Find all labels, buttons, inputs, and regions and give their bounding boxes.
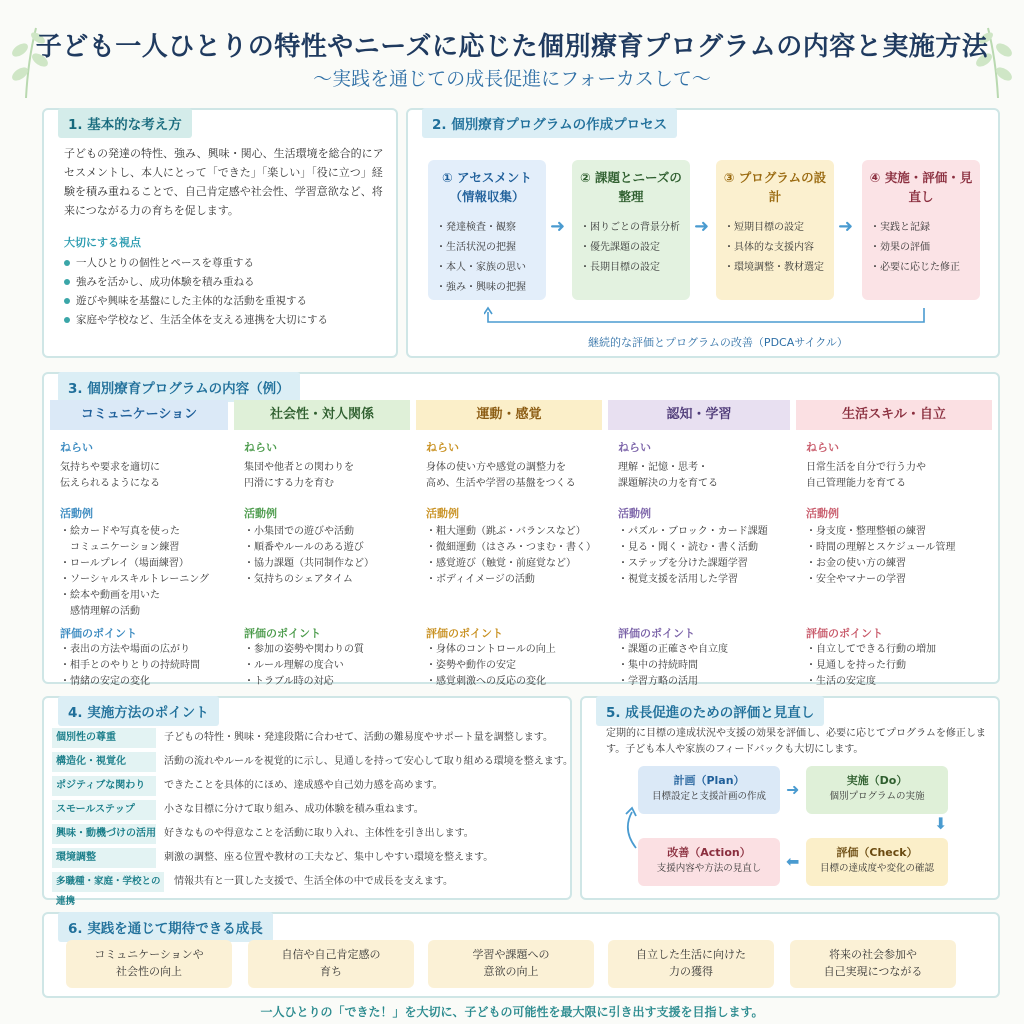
program-column xyxy=(234,400,410,687)
list-item: 課題解決の力を育てる xyxy=(618,478,718,489)
list-item: ・長期目標の設定 xyxy=(580,262,660,273)
cycle-desc: 支援内容や方法の見直し xyxy=(656,863,762,874)
cycle-title: 実施（Do） xyxy=(846,774,908,787)
table-row xyxy=(52,824,572,846)
page-subtitle: 〜実践を通じての成長促進にフォーカスして〜 xyxy=(313,68,711,90)
list-item: ・順番やルールのある遊び xyxy=(244,542,364,553)
list-item: ・課題の正確さや自立度 xyxy=(618,644,728,655)
point-key: 多職種・家庭・学校との連携 xyxy=(52,872,164,892)
list-item: 日常生活を自分で行う力や xyxy=(806,462,926,473)
program-subheading: ねらい xyxy=(426,441,459,454)
list-item: ・相手とのやりとりの持続時間 xyxy=(60,660,200,671)
program-subheading: 評価のポイント xyxy=(426,627,503,640)
list-item: ・集中の持続時間 xyxy=(618,660,698,671)
section-program-contents xyxy=(42,372,1000,687)
list-item: 気持ちや要求を適切に xyxy=(60,462,160,473)
list-item: ・情緒の安定の変化 xyxy=(60,676,150,687)
list-item: ・学習方略の活用 xyxy=(618,676,698,687)
program-title: 運動・感覚 xyxy=(416,400,602,430)
list-item: ・姿勢や動作の安定 xyxy=(426,660,516,671)
point-value: 活動の流れやルールを視覚的に示し、見通しを持って安心して取り組める環境を整えます。 xyxy=(164,756,573,767)
table-row xyxy=(52,752,572,774)
program-column xyxy=(796,400,992,687)
cycle-action-box xyxy=(638,838,780,886)
table-row xyxy=(52,800,572,822)
list-item: ・必要に応じた修正 xyxy=(870,262,960,273)
step-title: ④ 実施・評価・見直し xyxy=(869,170,973,204)
section-label: 6. 実践を通じて期待できる成長 xyxy=(58,912,273,942)
point-key: 興味・動機づけの活用 xyxy=(52,824,156,844)
list-item: ・身体のコントロールの向上 xyxy=(426,644,556,655)
list-item: ・ルール理解の度合い xyxy=(244,660,344,671)
program-subheading: ねらい xyxy=(244,441,277,454)
outcome-line: 自立した生活に向けた xyxy=(636,948,746,961)
list-item: ・自立してできる行動の増加 xyxy=(806,644,936,655)
list-item: ・微細運動（はさみ・つまむ・書く） xyxy=(426,542,596,553)
section-label: 2. 個別療育プログラムの作成プロセス xyxy=(422,108,677,138)
table-row xyxy=(52,776,572,798)
outcome-line: 力の獲得 xyxy=(669,965,713,978)
list-item: ・見通しを持った行動 xyxy=(806,660,906,671)
list-item: ・参加の姿勢や関わりの質 xyxy=(244,644,364,655)
program-column xyxy=(50,400,228,687)
list-item: ・パズル・ブロック・カード課題 xyxy=(618,526,768,537)
program-subheading: ねらい xyxy=(806,441,839,454)
list-item: 集団や他者との関わりを xyxy=(244,462,354,473)
program-title: コミュニケーション xyxy=(50,400,228,430)
list-item: ・視覚支援を活用した学習 xyxy=(618,574,738,585)
list-item: ・環境調整・教材選定 xyxy=(724,262,824,273)
list-item: ・感覚遊び（触覚・前庭覚など） xyxy=(426,558,576,569)
section-label: 5. 成長促進のための評価と見直し xyxy=(596,696,824,726)
process-step-2 xyxy=(572,160,690,300)
philosophy-text: 子どもの発達の特性、強み、興味・関心、生活環境を総合的にアセスメントし、本人にとって「できた」「楽しい」「役に立つ」経験を積み重ねることで、自己肯定感や社会性、学習意欲など、将来につながる力の育ちを促します。 xyxy=(64,147,384,217)
list-item: ・困りごとの背景分析 xyxy=(580,222,680,233)
list-item: ・ボディイメージの活動 xyxy=(426,574,535,585)
list-item: ・絵カードや写真を使った xyxy=(60,526,180,537)
point-value: 刺激の調整、座る位置や教材の工夫など、集中しやすい環境を整えます。 xyxy=(164,852,494,863)
growth-outcome xyxy=(790,940,956,988)
program-subheading: 評価のポイント xyxy=(60,627,137,640)
list-item: ・小集団での遊びや活動 xyxy=(244,526,354,537)
outcome-line: 学習や課題への xyxy=(472,948,550,961)
program-subheading: 評価のポイント xyxy=(806,627,883,640)
table-row xyxy=(52,872,572,907)
list-item: 高め、生活や学習の基盤をつくる xyxy=(426,478,576,489)
point-value: 好きなものや得意なことを活動に取り入れ、主体性を引き出します。 xyxy=(164,828,474,839)
cycle-desc: 目標設定と支援計画の作成 xyxy=(651,791,766,802)
point-key: ポジティブな関わり xyxy=(52,776,156,796)
cycle-title: 改善（Action） xyxy=(667,846,751,859)
outcome-line: 社会性の向上 xyxy=(116,965,182,978)
program-subheading: 評価のポイント xyxy=(618,627,695,640)
program-subheading: 活動例 xyxy=(426,507,459,520)
list-item: ・お金の使い方の練習 xyxy=(806,558,906,569)
list-item: 一人ひとりの個性とペースを尊重する xyxy=(64,254,384,273)
outcome-line: 将来の社会参加や xyxy=(829,948,917,961)
page-title: 子ども一人ひとりの特性やニーズに応じた個別療育プログラムの内容と実施方法 xyxy=(35,32,989,62)
cycle-desc: 個別プログラムの実施 xyxy=(829,791,925,802)
list-item: ・強み・興味の把握 xyxy=(436,282,526,293)
program-subheading: 活動例 xyxy=(806,507,839,520)
step-title: ① アセスメント（情報収集） xyxy=(442,170,532,204)
arrow-right-icon: ➜ xyxy=(694,216,710,237)
list-item: ・感覚刺激への反応の変化 xyxy=(426,676,546,687)
point-value: できたことを具体的にほめ、達成感や自己効力感を高めます。 xyxy=(164,780,443,791)
list-item: ・気持ちのシェアタイム xyxy=(244,574,353,585)
list-item: ・具体的な支援内容 xyxy=(724,242,814,253)
list-item: ・トラブル時の対応 xyxy=(244,676,334,687)
program-title: 認知・学習 xyxy=(608,400,790,430)
pdca-caption: 継続的な評価とプログラムの改善（PDCAサイクル） xyxy=(588,336,848,349)
program-subheading: 活動例 xyxy=(60,507,93,520)
section-implementation-points xyxy=(42,696,573,907)
list-item: 自己管理能力を育てる xyxy=(806,478,906,489)
cycle-title: 計画（Plan） xyxy=(673,774,745,787)
list-item: ・安全やマナーの学習 xyxy=(806,574,906,585)
list-item: ・身支度・整理整頓の練習 xyxy=(806,526,926,537)
list-item: ・絵本や動画を用いた xyxy=(60,590,160,601)
points-list xyxy=(64,254,384,330)
list-item: 理解・記憶・思考・ xyxy=(618,462,708,473)
list-item: ・時間の理解とスケジュール管理 xyxy=(806,542,956,553)
cycle-plan-box xyxy=(638,766,780,814)
outcome-line: 自信や自己肯定感の xyxy=(281,948,381,961)
footer-message: 一人ひとりの「できた！」を大切に、子どもの可能性を最大限に引き出す支援を目指します。 xyxy=(260,1005,764,1019)
point-key: 個別性の尊重 xyxy=(52,728,156,748)
program-column xyxy=(416,400,602,687)
section-expected-growth xyxy=(42,912,1000,998)
arrow-right-icon: ➜ xyxy=(786,780,800,799)
list-item: ・短期目標の設定 xyxy=(724,222,804,233)
arrow-down-icon: ⬇ xyxy=(934,814,948,833)
list-item: ・発達検査・観察 xyxy=(436,222,516,233)
table-row xyxy=(52,728,572,750)
cycle-title: 評価（Check） xyxy=(836,846,918,859)
program-column xyxy=(608,400,790,687)
program-title: 社会性・対人関係 xyxy=(234,400,410,430)
arrow-right-icon: ➜ xyxy=(838,216,854,237)
step-title: ② 課題とニーズの整理 xyxy=(580,170,682,204)
list-item: コミュニケーション練習 xyxy=(60,542,180,553)
list-item: ・ロールプレイ（場面練習） xyxy=(60,558,189,569)
list-item: ・本人・家族の思い xyxy=(436,262,526,273)
section-creation-process xyxy=(406,108,1000,358)
arrow-left-icon: ⬅ xyxy=(786,852,800,871)
program-subheading: 活動例 xyxy=(244,507,277,520)
point-value: 子どもの特性・興味・発達段階に合わせて、活動の難易度やサポート量を調整します。 xyxy=(164,732,553,743)
list-item: 身体の使い方や感覚の調整力を xyxy=(426,462,566,473)
section-label: 3. 個別療育プログラムの内容（例） xyxy=(58,372,300,402)
process-step-1 xyxy=(428,160,546,300)
points-heading: 大切にする視点 xyxy=(64,236,141,249)
growth-outcome xyxy=(248,940,414,988)
list-item: ・生活状況の把握 xyxy=(436,242,516,253)
arrow-up-curve-icon xyxy=(620,806,640,852)
list-item: ・粗大運動（跳ぶ・バランスなど） xyxy=(426,526,586,537)
list-item: ・見る・聞く・読む・書く活動 xyxy=(618,542,758,553)
program-subheading: ねらい xyxy=(60,441,93,454)
list-item: ・優先課題の設定 xyxy=(580,242,660,253)
process-step-4 xyxy=(862,160,980,300)
growth-outcome xyxy=(608,940,774,988)
point-value: 小さな目標に分けて取り組み、成功体験を積み重ねます。 xyxy=(164,804,424,815)
list-item: ・ソーシャルスキルトレーニング xyxy=(60,574,209,585)
section-label: 1. 基本的な考え方 xyxy=(58,108,192,138)
program-subheading: 評価のポイント xyxy=(244,627,321,640)
list-item: 円滑にする力を育む xyxy=(244,478,334,489)
point-key: スモールステップ xyxy=(52,800,156,820)
evaluation-text: 定期的に目標の達成状況や支援の効果を評価し、必要に応じてプログラムを修正します。子ども本人や家族のフィードバックも大切にします。 xyxy=(606,728,986,755)
list-item: ・生活の安定度 xyxy=(806,676,876,687)
program-subheading: 活動例 xyxy=(618,507,651,520)
step-title: ③ プログラムの設計 xyxy=(723,170,827,204)
point-key: 構造化・視覚化 xyxy=(52,752,156,772)
program-subheading: ねらい xyxy=(618,441,651,454)
list-item: 感情理解の活動 xyxy=(60,606,140,617)
section-evaluation-review xyxy=(580,696,1000,900)
table-row xyxy=(52,848,572,870)
growth-outcome xyxy=(428,940,594,988)
point-value: 情報共有と一貫した支援で、生活全体の中で成長を支えます。 xyxy=(174,876,453,887)
section-label: 4. 実施方法のポイント xyxy=(58,696,219,726)
outcome-line: 自己実現につながる xyxy=(823,965,923,978)
arrow-right-icon: ➜ xyxy=(550,216,566,237)
list-item: ・協力課題（共同制作など） xyxy=(244,558,374,569)
process-step-3 xyxy=(716,160,834,300)
outcome-line: 育ち xyxy=(320,965,342,978)
outcome-line: 意欲の向上 xyxy=(483,965,539,978)
cycle-check-box xyxy=(806,838,948,886)
list-item: 伝えられるようになる xyxy=(60,478,160,489)
cycle-return-arrow-icon xyxy=(484,306,934,328)
growth-outcome xyxy=(66,940,232,988)
list-item: ・ステップを分けた課題学習 xyxy=(618,558,748,569)
list-item: 遊びや興味を基盤にした主体的な活動を重視する xyxy=(64,292,384,311)
list-item: ・効果の評価 xyxy=(870,242,930,253)
outcome-line: コミュニケーションや xyxy=(94,948,204,961)
point-key: 環境調整 xyxy=(52,848,156,868)
cycle-desc: 目標の達成度や変化の確認 xyxy=(819,863,934,874)
list-item: 強みを活かし、成功体験を積み重ねる xyxy=(64,273,384,292)
program-title: 生活スキル・自立 xyxy=(796,400,992,430)
list-item: ・表出の方法や場面の広がり xyxy=(60,644,190,655)
section-basic-philosophy xyxy=(42,108,398,358)
cycle-do-box xyxy=(806,766,948,814)
list-item: ・実践と記録 xyxy=(870,222,930,233)
list-item: 家庭や学校など、生活全体を支える連携を大切にする xyxy=(64,311,384,330)
